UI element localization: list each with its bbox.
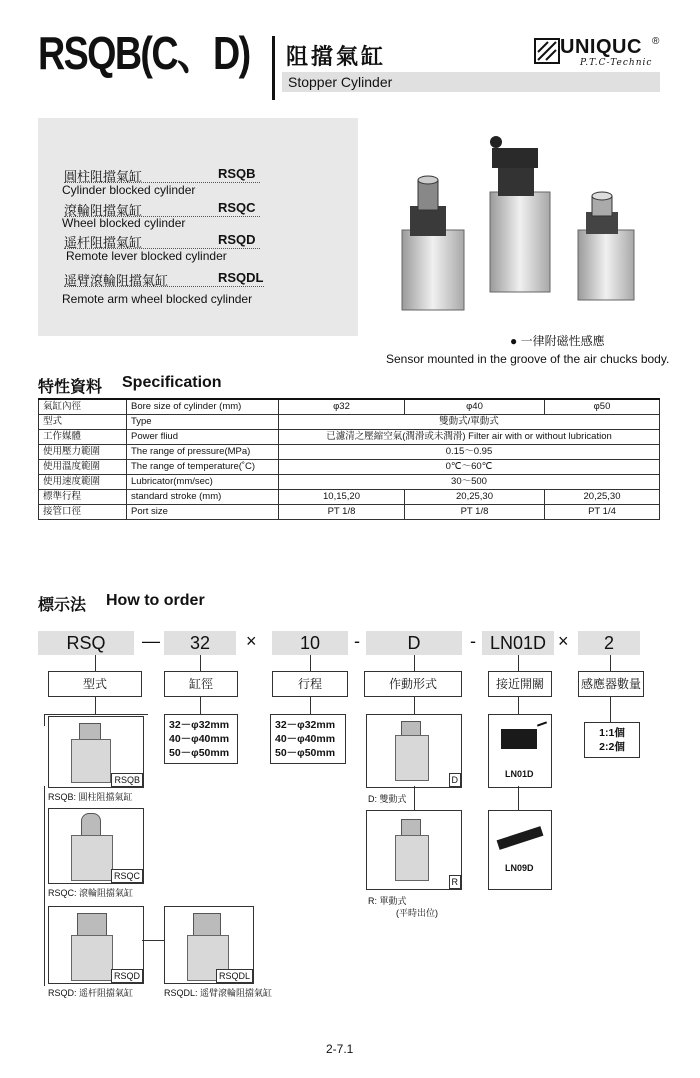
label-qty: 感應器數量 bbox=[578, 671, 644, 697]
connector bbox=[518, 786, 519, 810]
connector bbox=[142, 940, 164, 941]
intro-divider bbox=[64, 286, 264, 287]
order-title-en: How to order bbox=[106, 592, 205, 609]
order-code-switch: LN01D bbox=[482, 631, 554, 655]
intro-item-en: Remote arm wheel blocked cylinder bbox=[62, 292, 253, 306]
table-row bbox=[39, 460, 660, 475]
spec-val: 30～500 bbox=[279, 475, 660, 490]
table-row bbox=[39, 430, 660, 445]
intro-item-code: RSQB bbox=[218, 166, 256, 181]
table-row bbox=[39, 445, 660, 460]
connector bbox=[414, 696, 415, 714]
logo-reg-mark: ® bbox=[652, 36, 660, 47]
switch-image-ln01d bbox=[488, 714, 552, 788]
stroke-options bbox=[270, 714, 346, 764]
intro-item-cn: 滾輪阻擋氣缸 bbox=[64, 203, 143, 218]
spec-title-en: Specification bbox=[122, 374, 222, 391]
intro-item-code: RSQDL bbox=[218, 270, 264, 285]
order-sep: × bbox=[246, 631, 257, 651]
spec-en: The range of temperature(˚C) bbox=[127, 460, 279, 475]
spec-val: PT 1/4 bbox=[545, 505, 660, 520]
sensor-cable bbox=[537, 721, 547, 726]
sensor-note-en: Sensor mounted in the groove of the air chucks body. bbox=[386, 352, 670, 366]
order-code-bore: 32 bbox=[164, 631, 236, 655]
spec-val: 已濾清之壓縮空氣(潤滑或未潤滑) Filter air with or without lubrication bbox=[279, 430, 660, 445]
model-title: RSQB(C、D) bbox=[38, 27, 250, 79]
spec-table bbox=[38, 398, 660, 520]
spec-cn: 使用速度範圍 bbox=[39, 475, 127, 490]
spec-val: 10,15,20 bbox=[279, 490, 405, 505]
table-row bbox=[39, 490, 660, 505]
en-title: Stopper Cylinder bbox=[288, 74, 393, 90]
spec-cn: 工作媒體 bbox=[39, 430, 127, 445]
table-row bbox=[39, 415, 660, 430]
switch-label: LN01D bbox=[505, 769, 534, 779]
intro-item-code: RSQD bbox=[218, 232, 256, 247]
order-code-stroke: 10 bbox=[272, 631, 348, 655]
qty-option: 1:1個 bbox=[599, 727, 625, 739]
bore-option: 50－φ50mm bbox=[169, 747, 230, 759]
stroke-option: 40－φ40mm bbox=[275, 733, 336, 745]
connector bbox=[310, 696, 311, 714]
cylinder-body bbox=[71, 835, 113, 881]
type-image-rsqd bbox=[48, 906, 144, 984]
page-number: 2-7.1 bbox=[326, 1042, 354, 1056]
spec-val: 雙動式/單動式 bbox=[279, 415, 660, 430]
qty-option: 2:2個 bbox=[599, 741, 625, 753]
spec-val: PT 1/8 bbox=[279, 505, 405, 520]
order-sep: — bbox=[142, 631, 160, 651]
connector bbox=[610, 696, 611, 722]
type-tag: RSQB bbox=[111, 773, 143, 787]
spec-en: Power fliud bbox=[127, 430, 279, 445]
type-caption: RSQD: 遥杆阻擋氣缸 bbox=[48, 988, 134, 998]
spec-val: 20,25,30 bbox=[545, 490, 660, 505]
connector bbox=[518, 655, 519, 671]
intro-item-en: Cylinder blocked cylinder bbox=[62, 183, 196, 197]
bore-option: 40－φ40mm bbox=[169, 733, 230, 745]
type-image-rsqdl bbox=[164, 906, 254, 984]
connector bbox=[414, 786, 415, 810]
spec-en: Port size bbox=[127, 505, 279, 520]
order-code-action: D bbox=[366, 631, 462, 655]
product-photo bbox=[380, 130, 670, 320]
spec-en: The range of pressure(MPa) bbox=[127, 445, 279, 460]
connector bbox=[414, 655, 415, 671]
order-code-model: RSQ bbox=[38, 631, 134, 655]
cylinder-body bbox=[71, 935, 113, 981]
type-tag: RSQD bbox=[111, 969, 143, 983]
connector bbox=[610, 655, 611, 671]
type-caption: RSQDL: 遥臂滾輪阻擋氣缸 bbox=[164, 988, 273, 998]
spec-val: 20,25,30 bbox=[405, 490, 545, 505]
cylinder-rod bbox=[193, 913, 221, 937]
spec-en: standard stroke (mm) bbox=[127, 490, 279, 505]
type-caption: RSQC: 滾輪阻擋氣缸 bbox=[48, 888, 134, 898]
cn-title: 阻擋氣缸 bbox=[286, 44, 387, 70]
spec-cn: 氣缸內徑 bbox=[39, 399, 127, 415]
stroke-option: 32－φ32mm bbox=[275, 719, 336, 731]
title-divider bbox=[272, 36, 275, 100]
intro-item-en: Wheel blocked cylinder bbox=[62, 216, 186, 230]
spec-en: Lubricator(mm/sec) bbox=[127, 475, 279, 490]
spec-cn: 接管口徑 bbox=[39, 505, 127, 520]
action-image-double bbox=[366, 714, 462, 788]
label-action: 作動形式 bbox=[364, 671, 462, 697]
type-tag: RSQDL bbox=[216, 969, 253, 983]
connector bbox=[95, 655, 96, 671]
qty-options bbox=[584, 722, 640, 758]
label-switch: 接近開關 bbox=[488, 671, 552, 697]
action-caption-note: (平時出位) bbox=[396, 908, 438, 918]
connector bbox=[95, 696, 96, 714]
spec-cn: 使用壓力範圍 bbox=[39, 445, 127, 460]
intro-item-cn: 圓柱阻擋氣缸 bbox=[64, 169, 143, 184]
table-row bbox=[39, 399, 660, 415]
spec-val: φ32 bbox=[279, 399, 405, 415]
label-type: 型式 bbox=[48, 671, 142, 697]
order-sep: - bbox=[354, 631, 360, 651]
spec-val: φ40 bbox=[405, 399, 545, 415]
spec-cn: 型式 bbox=[39, 415, 127, 430]
spec-val: 0℃～60℃ bbox=[279, 460, 660, 475]
spec-cn: 標準行程 bbox=[39, 490, 127, 505]
connector bbox=[44, 714, 148, 715]
type-image-rsqb bbox=[48, 716, 144, 788]
label-bore: 缸徑 bbox=[164, 671, 238, 697]
cylinder-body bbox=[395, 735, 429, 781]
bore-options bbox=[164, 714, 238, 764]
action-image-single bbox=[366, 810, 462, 890]
action-caption: D: 雙動式 bbox=[368, 794, 407, 804]
connector bbox=[44, 714, 45, 726]
cylinder-body bbox=[395, 835, 429, 881]
intro-panel bbox=[38, 118, 358, 336]
order-sep: × bbox=[558, 631, 569, 651]
action-caption: R: 單動式 bbox=[368, 896, 407, 906]
switch-image-ln09d bbox=[488, 810, 552, 890]
spec-val: 0.15～0.95 bbox=[279, 445, 660, 460]
stroke-option: 50－φ50mm bbox=[275, 747, 336, 759]
cylinder-rod bbox=[77, 913, 107, 937]
connector bbox=[44, 786, 45, 986]
cylinder-body bbox=[71, 739, 111, 783]
type-caption: RSQB: 圓柱阻擋氣缸 bbox=[48, 792, 133, 802]
connector bbox=[200, 655, 201, 671]
intro-item-code: RSQC bbox=[218, 200, 256, 215]
brand-logo: UNIQUC bbox=[560, 36, 642, 58]
table-row bbox=[39, 505, 660, 520]
spec-en: Type bbox=[127, 415, 279, 430]
spec-val: φ50 bbox=[545, 399, 660, 415]
spec-cn: 使用溫度範圍 bbox=[39, 460, 127, 475]
intro-item-cn: 遥臂滾輪阻擋氣缸 bbox=[64, 273, 169, 288]
bore-option: 32－φ32mm bbox=[169, 719, 230, 731]
logo-subtitle: P.T.C-Technic bbox=[580, 58, 653, 68]
intro-item-cn: 遥杆阻擋氣缸 bbox=[64, 235, 143, 250]
connector bbox=[518, 696, 519, 714]
table-row bbox=[39, 475, 660, 490]
connector bbox=[200, 696, 201, 714]
sensor-body bbox=[497, 826, 544, 850]
connector bbox=[310, 655, 311, 671]
type-image-rsqc bbox=[48, 808, 144, 884]
action-tag: D bbox=[449, 773, 462, 787]
spec-title-cn: 特性資料 bbox=[38, 379, 103, 396]
order-title-cn: 標示法 bbox=[38, 597, 87, 614]
spec-en: Bore size of cylinder (mm) bbox=[127, 399, 279, 415]
sensor-body bbox=[501, 729, 537, 749]
sensor-note-cn: ● 一律附磁性感應 bbox=[510, 334, 605, 348]
switch-label: LN09D bbox=[505, 863, 534, 873]
label-stroke: 行程 bbox=[272, 671, 348, 697]
logo-icon bbox=[534, 38, 560, 64]
cylinder-rod bbox=[81, 813, 101, 837]
order-code-qty: 2 bbox=[578, 631, 640, 655]
type-tag: RSQC bbox=[111, 869, 143, 883]
spec-val: PT 1/8 bbox=[405, 505, 545, 520]
action-tag: R bbox=[449, 875, 462, 889]
order-sep: - bbox=[470, 631, 476, 651]
intro-item-en: Remote lever blocked cylinder bbox=[66, 249, 227, 263]
